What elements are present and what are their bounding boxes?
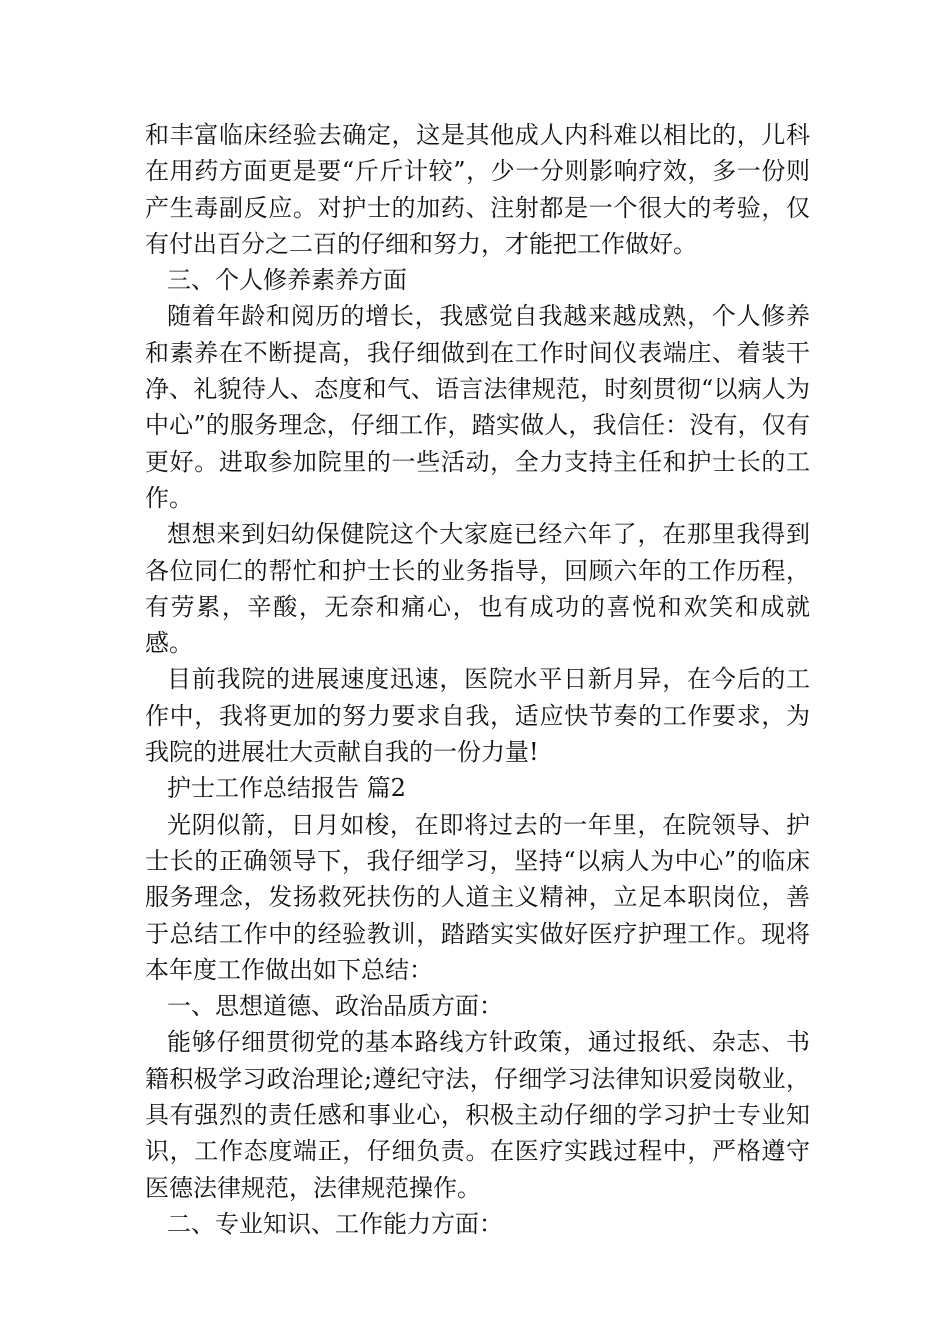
section-heading-personal-cultivation: 三、个人修养素养方面 (167, 266, 407, 295)
paragraph: 随着年龄和阅历的增长，我感觉自我越来越成熟，个人修养和素养在不断提高，我仔细做到在工作时间仪表端庄、着装干净、礼貌待人、态度和气、语言法律规范，时刻贯彻“以病人为中心”的服务理念，仔细工作，踏实做人，我信任：没有，仅有更好。进取参加院里的一些活动，全力支持主任和护士长的工作。 (145, 302, 810, 512)
paragraph: 光阴似箭，日月如梭，在即将过去的一年里，在院领导、护士长的正确领导下，我仔细学习，坚持“以病人为中心”的临床服务理念，发扬救死扶伤的人道主义精神，立足本职岗位，善于总结工作中的经验教训，踏踏实实做好医疗护理工作。现将本年度工作做出如下总结： (145, 810, 810, 984)
paragraph: 目前我院的进展速度迅速，医院水平日新月异，在今后的工作中，我将更加的努力要求自我，适应快节奏的工作要求，为我院的进展壮大贡献自我的一份力量! (145, 665, 810, 767)
section-heading-professional: 二、专业知识、工作能力方面： (167, 1209, 503, 1238)
paragraph-continued: 和丰富临床经验去确定，这是其他成人内科难以相比的，儿科在用药方面更是要“斤斤计较”，少一分则影响疗效，多一份则产生毒副反应。对护士的加药、注射都是一个很大的考验，仅有付出百分之二百的仔细和努力，才能把工作做好。 (145, 121, 810, 258)
paragraph: 能够仔细贯彻党的基本路线方针政策，通过报纸、杂志、书籍积极学习政治理论;遵纪守法，仔细学习法律知识爱岗敬业，具有强烈的责任感和事业心，积极主动仔细的学习护士专业知识，工作态度端正，仔细负责。在医疗实践过程中，严格遵守医德法律规范，法律规范操作。 (145, 1028, 810, 1202)
section-heading-ideology: 一、思想道德、政治品质方面： (167, 992, 503, 1021)
document-body (145, 117, 810, 1242)
paragraph: 想想来到妇幼保健院这个大家庭已经六年了，在那里我得到各位同仁的帮忙和护士长的业务指导，回顾六年的工作历程，有劳累，辛酸，无奈和痛心，也有成功的喜悦和欢笑和成就感。 (145, 520, 810, 658)
report-title-part-2: 护士工作总结报告 篇2 (167, 774, 406, 803)
